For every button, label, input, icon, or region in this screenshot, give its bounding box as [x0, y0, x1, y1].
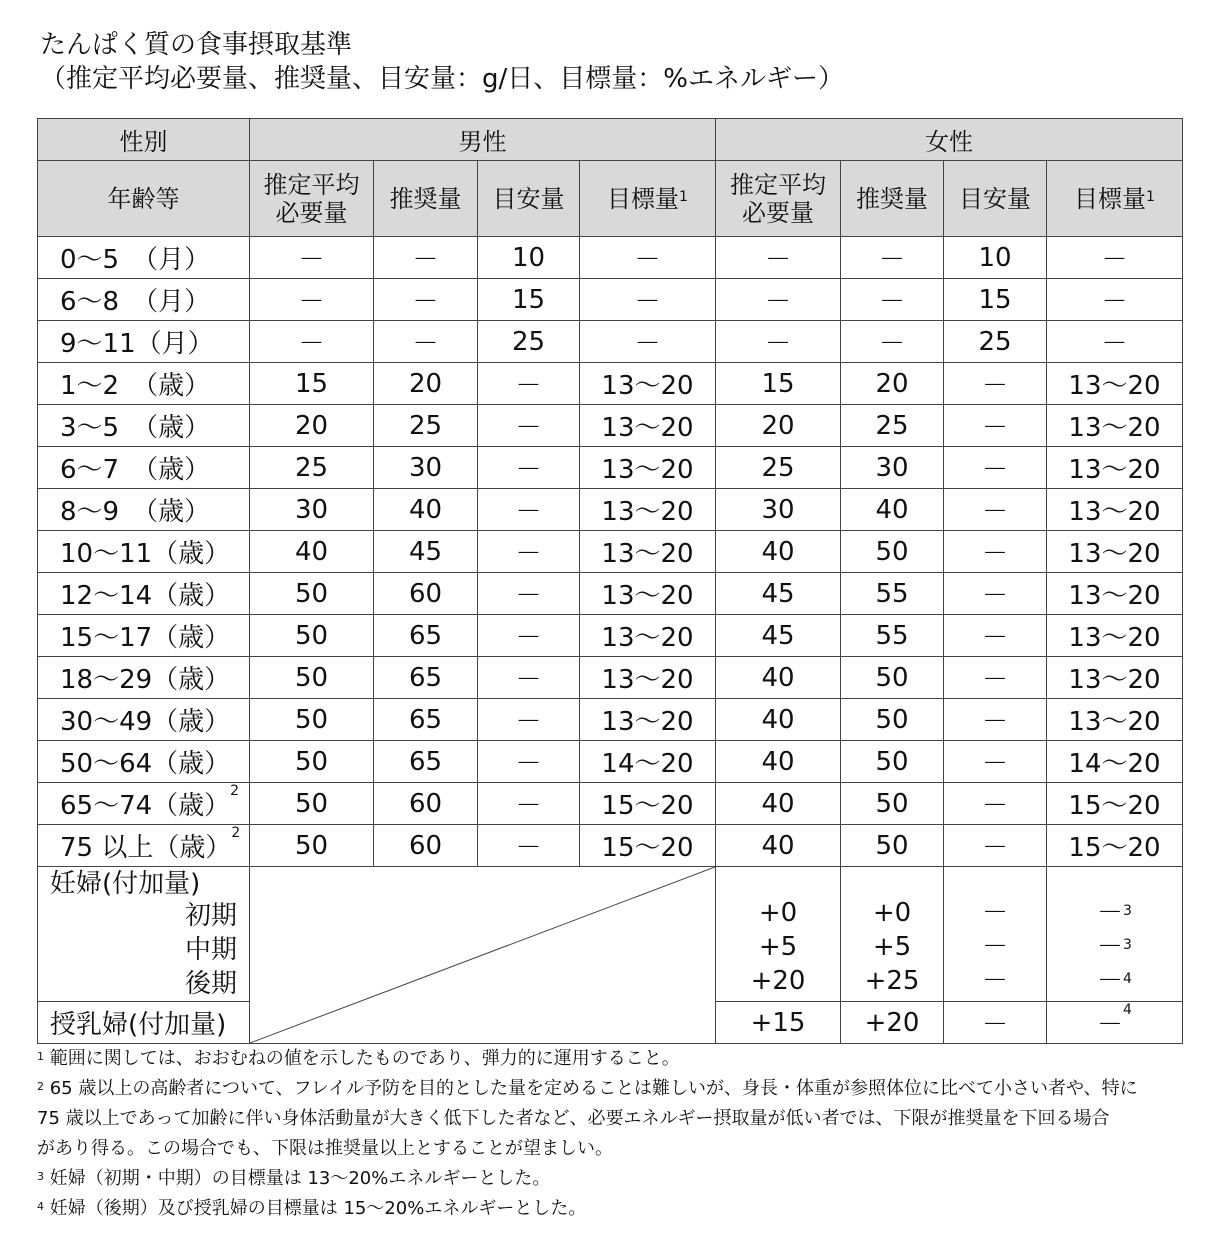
lactating-label: 授乳婦(付加量)	[38, 1002, 250, 1044]
male-ear-cell: －	[250, 321, 374, 363]
footnote-marker: 1	[679, 188, 688, 205]
male-ai-cell: 15	[478, 279, 580, 321]
header-row-sex	[38, 119, 1183, 161]
age-label: 6～7 （歳）	[60, 455, 211, 485]
stage-early: 初期	[184, 901, 237, 931]
header-male-dg	[580, 161, 716, 237]
age-cell	[38, 573, 250, 615]
footnote-marker: 2	[230, 783, 240, 799]
female-ear-cell: 40	[716, 783, 841, 825]
table-row	[38, 531, 1183, 573]
female-ear-cell: 40	[716, 825, 841, 867]
male-rda-cell: 60	[374, 573, 478, 615]
age-cell	[38, 657, 250, 699]
footnote-line	[37, 1104, 1187, 1134]
dg-label: 目標量	[1074, 184, 1147, 213]
male-dg-cell: 13～20	[580, 363, 716, 405]
male-dg-cell: 13～20	[580, 531, 716, 573]
pregnant-dg-mid	[1047, 930, 1182, 964]
pregnant-dg-early	[1047, 896, 1182, 930]
table-row	[38, 657, 1183, 699]
age-cell	[38, 489, 250, 531]
male-ear-cell: 15	[250, 363, 374, 405]
header-female: 女性	[716, 119, 1183, 161]
dg-value: －	[1097, 932, 1124, 962]
male-rda-cell: 30	[374, 447, 478, 489]
female-ear-cell: －	[716, 321, 841, 363]
male-rda-cell: 25	[374, 405, 478, 447]
female-ai-cell: －	[944, 615, 1047, 657]
pregnant-dg-cell	[1047, 867, 1183, 1002]
table-row	[38, 279, 1183, 321]
age-label: 65～74（歳）	[60, 791, 231, 821]
footnote-line	[37, 1044, 1187, 1074]
male-dg-cell: 13～20	[580, 615, 716, 657]
male-dg-cell: －	[580, 279, 716, 321]
pregnant-row	[38, 867, 1183, 1002]
table-row	[38, 741, 1183, 783]
age-cell	[38, 531, 250, 573]
female-rda-cell: 50	[841, 657, 944, 699]
female-ai-cell: －	[944, 741, 1047, 783]
male-dg-cell: 13～20	[580, 447, 716, 489]
ear-line2: 必要量	[275, 198, 348, 227]
male-rda-cell: 65	[374, 615, 478, 657]
female-rda-cell: 50	[841, 531, 944, 573]
male-ear-cell: －	[250, 279, 374, 321]
female-dg-cell: 14～20	[1047, 741, 1183, 783]
female-dg-cell: 15～20	[1047, 783, 1183, 825]
pregnant-ear-early: +0	[758, 898, 798, 928]
ear-line1: 推定平均	[730, 170, 826, 199]
male-rda-cell: 65	[374, 657, 478, 699]
male-ai-cell: －	[478, 657, 580, 699]
table-row	[38, 825, 1183, 867]
female-dg-cell: －	[1047, 237, 1183, 279]
header-male: 男性	[250, 119, 716, 161]
female-ear-cell: 15	[716, 363, 841, 405]
female-dg-cell: 13～20	[1047, 405, 1183, 447]
age-label: 12～14（歳）	[60, 581, 231, 611]
age-label: 75 以上（歳）	[60, 833, 232, 863]
pregnant-ai-late: －	[981, 966, 1008, 996]
female-ai-cell: －	[944, 405, 1047, 447]
age-cell	[38, 321, 250, 363]
female-rda-cell: 50	[841, 741, 944, 783]
pregnant-ai-mid: －	[981, 932, 1008, 962]
female-dg-cell: 13～20	[1047, 573, 1183, 615]
footnote-mark: 3	[37, 1170, 44, 1183]
ear-line2: 必要量	[742, 198, 814, 227]
male-not-applicable-cell	[250, 867, 716, 1044]
male-ear-cell: 50	[250, 657, 374, 699]
pregnant-dg-late	[1047, 964, 1182, 998]
footnote-text: 65 歳以上の高齢者について、フレイル予防を目的とした量を定めることは難しいが、身長・体重が参照体位に比べて小さい者や、特に	[49, 1078, 1138, 1099]
age-cell	[38, 237, 250, 279]
male-ear-cell: 30	[250, 489, 374, 531]
male-ai-cell: －	[478, 615, 580, 657]
female-rda-cell: 55	[841, 615, 944, 657]
male-dg-cell: 15～20	[580, 783, 716, 825]
header-row-metrics	[38, 161, 1183, 237]
female-ai-cell: －	[944, 657, 1047, 699]
age-label: 6～8 （月）	[60, 287, 211, 317]
header-female-ai: 目安量	[944, 161, 1047, 237]
female-rda-cell: －	[841, 321, 944, 363]
male-ai-cell: －	[478, 447, 580, 489]
pregnant-ear-mid: +5	[758, 932, 798, 962]
lactating-ai: －	[944, 1002, 1047, 1044]
header-sex: 性別	[38, 119, 250, 161]
male-ear-cell: 50	[250, 825, 374, 867]
table-row	[38, 783, 1183, 825]
table-row	[38, 615, 1183, 657]
female-ear-cell: 45	[716, 573, 841, 615]
pregnant-rda-early: +0	[872, 898, 912, 928]
dg-value: －	[1097, 898, 1124, 928]
female-ai-cell: －	[944, 699, 1047, 741]
male-dg-cell: 13～20	[580, 699, 716, 741]
female-dg-cell: 13～20	[1047, 615, 1183, 657]
header-female-dg	[1047, 161, 1183, 237]
age-cell	[38, 447, 250, 489]
male-ear-cell: 50	[250, 573, 374, 615]
male-ai-cell: －	[478, 699, 580, 741]
female-ai-cell: 15	[944, 279, 1047, 321]
age-label: 15～17（歳）	[60, 623, 231, 653]
male-ear-cell: 50	[250, 615, 374, 657]
footnote-line	[37, 1134, 1187, 1164]
female-rda-cell: 50	[841, 825, 944, 867]
male-ear-cell: 50	[250, 783, 374, 825]
age-cell	[38, 825, 250, 867]
table-row	[38, 237, 1183, 279]
male-ear-cell: 50	[250, 699, 374, 741]
footnote-text: 妊婦（初期・中期）の目標量は 13～20%エネルギーとした。	[49, 1168, 551, 1189]
footnote-line	[37, 1074, 1187, 1104]
male-ear-cell: 40	[250, 531, 374, 573]
male-rda-cell: 65	[374, 699, 478, 741]
male-ear-cell: －	[250, 237, 374, 279]
stage-late: 後期	[184, 969, 237, 999]
stage-mid: 中期	[184, 935, 237, 965]
age-label: 30～49（歳）	[60, 707, 231, 737]
male-dg-cell: 13～20	[580, 657, 716, 699]
male-ai-cell: －	[478, 363, 580, 405]
age-cell	[38, 363, 250, 405]
female-ear-cell: 40	[716, 741, 841, 783]
footnote-text: 75 歳以上であって加齢に伴い身体活動量が大きく低下した者など、必要エネルギー摂取量が低い者では、下限が推奨量を下回る場合	[37, 1108, 1110, 1129]
male-rda-cell: －	[374, 321, 478, 363]
female-rda-cell: 50	[841, 699, 944, 741]
female-dg-cell: －	[1047, 321, 1183, 363]
footnote-marker: 3	[1123, 937, 1132, 953]
age-label: 9～11（月）	[60, 329, 214, 359]
male-ear-cell: 50	[250, 741, 374, 783]
age-cell	[38, 405, 250, 447]
table-row	[38, 321, 1183, 363]
male-ai-cell: －	[478, 405, 580, 447]
female-dg-cell: 13～20	[1047, 363, 1183, 405]
footnote-mark: 2	[37, 1080, 44, 1093]
male-ear-cell: 25	[250, 447, 374, 489]
male-ai-cell: －	[478, 531, 580, 573]
pregnant-rda-mid: +5	[872, 932, 912, 962]
female-dg-cell: 13～20	[1047, 447, 1183, 489]
female-ai-cell: －	[944, 363, 1047, 405]
female-ai-cell: －	[944, 447, 1047, 489]
footnote-text: 妊婦（後期）及び授乳婦の目標量は 15～20%エネルギーとした。	[49, 1198, 587, 1219]
footnote-text: があり得る。この場合でも、下限は推奨量以上とすることが望ましい。	[37, 1138, 613, 1159]
footnote-text: 範囲に関しては、おおむねの値を示したものであり、弾力的に運用すること。	[49, 1048, 680, 1069]
female-ear-cell: 40	[716, 531, 841, 573]
male-rda-cell: 20	[374, 363, 478, 405]
pregnant-rda-cell	[841, 867, 944, 1002]
dg-value: －	[1097, 966, 1124, 996]
male-dg-cell: 14～20	[580, 741, 716, 783]
male-rda-cell: 65	[374, 741, 478, 783]
footnote-mark: 4	[37, 1200, 44, 1213]
female-rda-cell: 50	[841, 783, 944, 825]
female-rda-cell: 40	[841, 489, 944, 531]
age-cell	[38, 279, 250, 321]
table-row	[38, 489, 1183, 531]
pregnant-ear-cell	[716, 867, 841, 1002]
footnotes	[37, 1044, 1187, 1224]
female-rda-cell: －	[841, 237, 944, 279]
female-ear-cell: －	[716, 237, 841, 279]
pregnant-ear-late: +20	[750, 966, 806, 996]
male-ai-cell: 10	[478, 237, 580, 279]
table-row	[38, 699, 1183, 741]
lactating-ear: +15	[716, 1002, 841, 1044]
header-male-ear	[250, 161, 374, 237]
footnote-marker: 4	[1123, 971, 1132, 987]
age-label: 10～11（歳）	[60, 539, 231, 569]
footnote-mark: 1	[37, 1050, 44, 1063]
female-dg-cell: 15～20	[1047, 825, 1183, 867]
pregnant-label: 妊婦(付加量)	[50, 869, 201, 899]
female-ai-cell: －	[944, 489, 1047, 531]
pregnant-ai-cell	[944, 867, 1047, 1002]
female-ai-cell: －	[944, 825, 1047, 867]
male-ai-cell: 25	[478, 321, 580, 363]
age-label: 1～2 （歳）	[60, 371, 211, 401]
female-rda-cell: 55	[841, 573, 944, 615]
pregnant-ai-early: －	[981, 898, 1008, 928]
page-title: たんぱく質の食事摂取基準	[40, 30, 353, 60]
footnote-line	[37, 1194, 1187, 1224]
age-label: 8～9 （歳）	[60, 497, 211, 527]
age-cell	[38, 615, 250, 657]
female-ear-cell: 20	[716, 405, 841, 447]
female-dg-cell: 13～20	[1047, 657, 1183, 699]
female-ai-cell: －	[944, 783, 1047, 825]
lactating-rda: +20	[841, 1002, 944, 1044]
female-dg-cell: －	[1047, 279, 1183, 321]
protein-intake-table	[37, 118, 1183, 1044]
male-ai-cell: －	[478, 825, 580, 867]
table-row	[38, 447, 1183, 489]
female-rda-cell: －	[841, 279, 944, 321]
header-female-rda: 推奨量	[841, 161, 944, 237]
male-ai-cell: －	[478, 489, 580, 531]
male-ai-cell: －	[478, 573, 580, 615]
male-ai-cell: －	[478, 741, 580, 783]
header-female-ear	[716, 161, 841, 237]
male-rda-cell: 60	[374, 825, 478, 867]
female-ear-cell: 45	[716, 615, 841, 657]
ear-line1: 推定平均	[263, 170, 360, 199]
footnote-marker: 4	[1123, 1002, 1132, 1018]
female-ear-cell: 40	[716, 699, 841, 741]
age-label: 50～64（歳）	[60, 749, 231, 779]
table-row	[38, 573, 1183, 615]
female-ear-cell: 30	[716, 489, 841, 531]
male-rda-cell: 40	[374, 489, 478, 531]
lactating-dg	[1047, 1002, 1183, 1044]
footnote-marker: 1	[1146, 188, 1155, 205]
female-ai-cell: －	[944, 531, 1047, 573]
female-rda-cell: 30	[841, 447, 944, 489]
male-dg-cell: 13～20	[580, 489, 716, 531]
female-rda-cell: 25	[841, 405, 944, 447]
age-label: 18～29（歳）	[60, 665, 231, 695]
male-rda-cell: 45	[374, 531, 478, 573]
pregnant-label-cell	[38, 867, 250, 1002]
male-rda-cell: 60	[374, 783, 478, 825]
male-dg-cell: －	[580, 321, 716, 363]
female-ai-cell: 10	[944, 237, 1047, 279]
age-label: 3～5 （歳）	[60, 413, 211, 443]
male-dg-cell: 13～20	[580, 573, 716, 615]
header-male-rda: 推奨量	[374, 161, 478, 237]
male-rda-cell: －	[374, 237, 478, 279]
male-dg-cell: 13～20	[580, 405, 716, 447]
male-ear-cell: 20	[250, 405, 374, 447]
female-dg-cell: 13～20	[1047, 489, 1183, 531]
female-dg-cell: 13～20	[1047, 531, 1183, 573]
female-ear-cell: 25	[716, 447, 841, 489]
female-rda-cell: 20	[841, 363, 944, 405]
footnote-marker: 3	[1123, 903, 1132, 919]
header-male-ai: 目安量	[478, 161, 580, 237]
footnote-line	[37, 1164, 1187, 1194]
male-ai-cell: －	[478, 783, 580, 825]
male-rda-cell: －	[374, 279, 478, 321]
age-cell	[38, 741, 250, 783]
table-row	[38, 405, 1183, 447]
male-dg-cell: －	[580, 237, 716, 279]
female-ear-cell: －	[716, 279, 841, 321]
diagonal-line	[250, 867, 715, 1043]
female-ai-cell: 25	[944, 321, 1047, 363]
header-age: 年齢等	[38, 161, 250, 237]
male-dg-cell: 15～20	[580, 825, 716, 867]
dg-value: －	[1097, 1010, 1124, 1040]
pregnant-rda-late: +25	[864, 966, 920, 996]
female-ear-cell: 40	[716, 657, 841, 699]
page-subtitle-units: （推定平均必要量、推奨量、目安量：g/日、目標量：%エネルギー）	[40, 64, 844, 94]
dg-label: 目標量	[607, 184, 680, 213]
age-label: 0～5 （月）	[60, 245, 211, 275]
age-cell	[38, 783, 250, 825]
footnote-marker: 2	[231, 825, 241, 841]
table-row	[38, 363, 1183, 405]
age-cell	[38, 699, 250, 741]
female-dg-cell: 13～20	[1047, 699, 1183, 741]
female-ai-cell: －	[944, 573, 1047, 615]
